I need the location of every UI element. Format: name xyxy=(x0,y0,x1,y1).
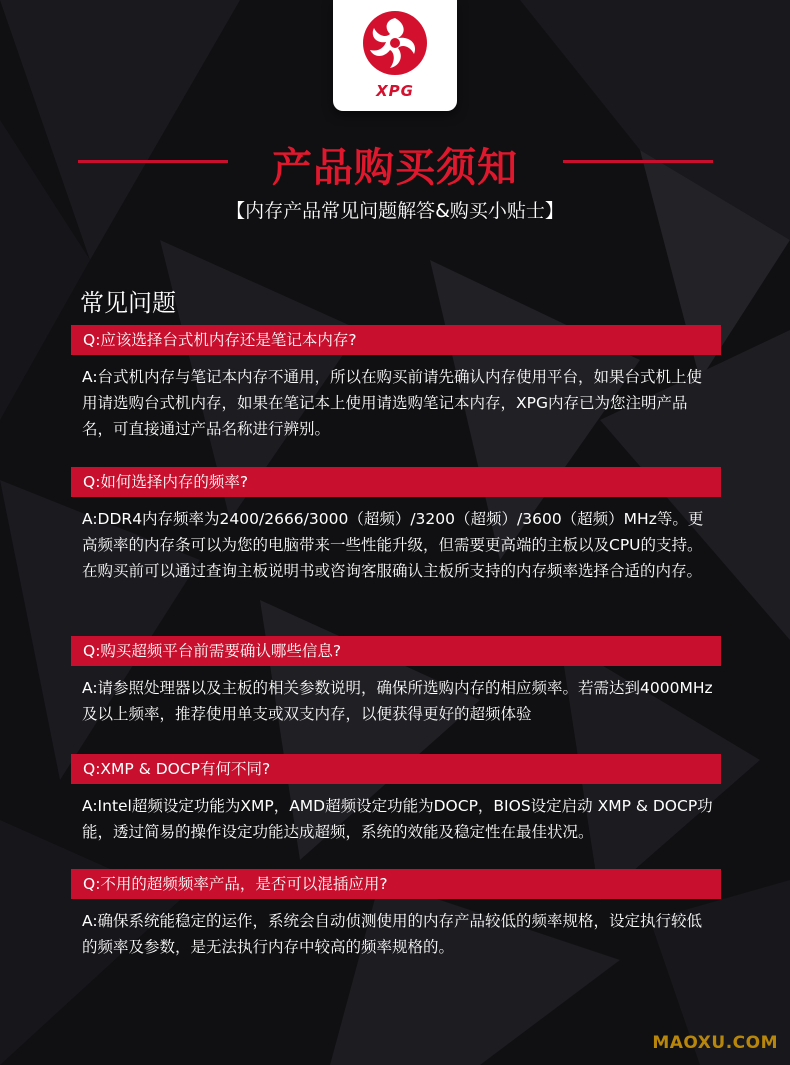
brand-logo-text: XPG xyxy=(376,82,414,100)
brand-logo-card xyxy=(333,0,457,111)
faq-answer: A:台式机内存与笔记本内存不通用，所以在购买前请先确认内存使用平台，如果台式机上使用请选购台式机内存，如果在笔记本上使用请选购笔记本内存，XPG内存已为您注明产品名，可直接通过产品名称进行辨别。 xyxy=(82,368,703,438)
faq-answer: A:Intel超频设定功能为XMP，AMD超频设定功能为DOCP，BIOS设定启动 XMP & DOCP功能，透过简易的操作设定功能达成超频，系统的效能及稳定性在最佳状况。 xyxy=(82,797,713,841)
faq-question: Q:不用的超频频率产品，是否可以混插应用? xyxy=(71,869,721,899)
page-title: 产品购买须知 xyxy=(272,145,518,191)
xpg-emblem-icon xyxy=(362,10,428,76)
site-watermark: MAOXU.COM xyxy=(652,1033,778,1053)
faq-question: Q:应该选择台式机内存还是笔记本内存? xyxy=(71,325,721,355)
title-divider-left xyxy=(78,160,228,163)
faq-question: Q:XMP & DOCP有何不同? xyxy=(71,754,721,784)
faq-item xyxy=(71,636,721,727)
faq-item xyxy=(71,467,721,584)
faq-answer: A:确保系统能稳定的运作，系统会自动侦测使用的内存产品较低的频率规格，设定执行较低的频率及参数，是无法执行内存中较高的频率规格的。 xyxy=(82,912,703,956)
title-divider-right xyxy=(563,160,713,163)
faq-item xyxy=(71,325,721,442)
faq-question: Q:购买超频平台前需要确认哪些信息? xyxy=(71,636,721,666)
faq-item xyxy=(71,869,721,960)
faq-answer: A:DDR4内存频率为2400/2666/3000（超频）/3200（超频）/3600（超频）MHz等。更高频率的内存条可以为您的电脑带来一些性能升级，但需要更高端的主板以及CPU的支持。在购买前可以通过查询主板说明书或咨询客服确认主板所支持的内存频率选择合适的内存。 xyxy=(82,510,704,580)
faq-heading: 常见问题 xyxy=(80,289,176,317)
faq-item xyxy=(71,754,721,845)
faq-answer: A:请参照处理器以及主板的相关参数说明，确保所选购内存的相应频率。若需达到4000MHz及以上频率，推荐使用单支或双支内存，以便获得更好的超频体验 xyxy=(82,679,713,723)
page-subtitle: 【内存产品常见问题解答&购买小贴士】 xyxy=(226,200,564,222)
faq-question: Q:如何选择内存的频率? xyxy=(71,467,721,497)
